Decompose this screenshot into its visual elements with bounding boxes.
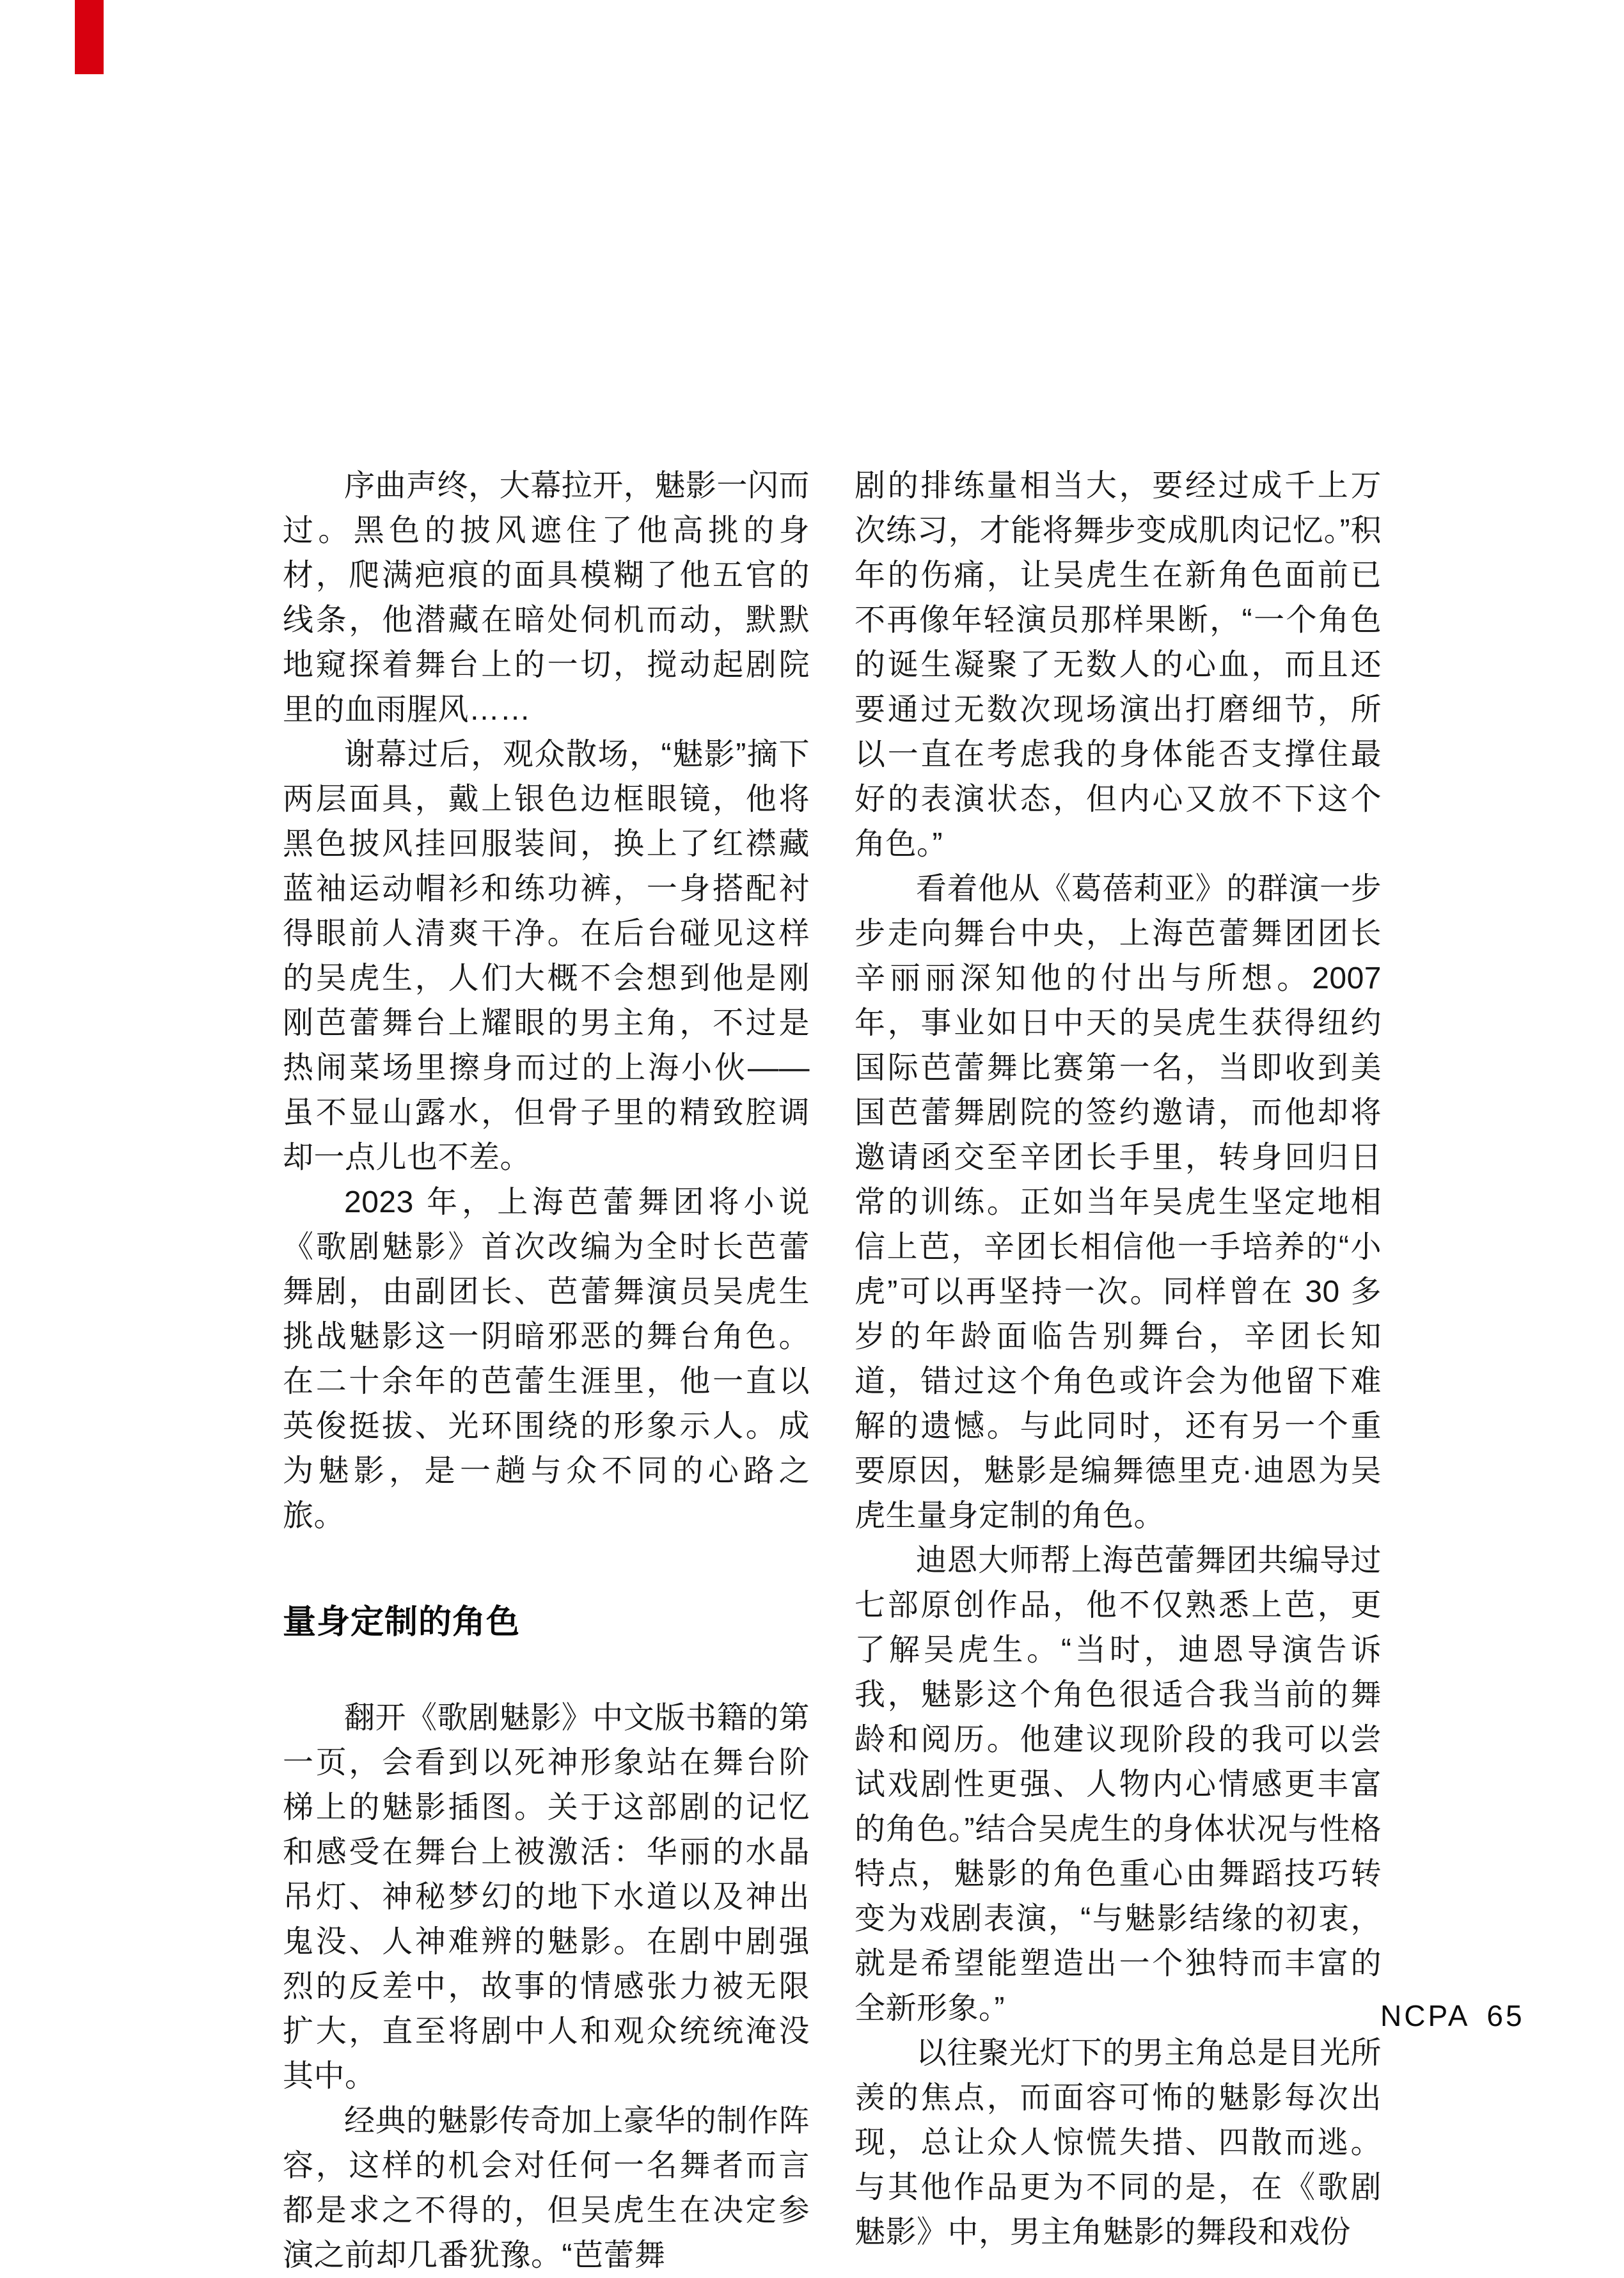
section-heading: 量身定制的角色 xyxy=(283,1604,521,1641)
paragraph: 2023 年，上海芭蕾舞团将小说《歌剧魅影》首次改编为全时长芭蕾舞剧，由副团长、芭蕾舞演员吴虎生挑战魅影这一阴暗邪恶的舞台角色。在二十余年的芭蕾生涯里，他一直以英俊挺拔、光环围绕的形象示人。成为魅影，是一趟与众不同的心路之旅。 xyxy=(283,1185,810,1533)
paragraph: 翻开《歌剧魅影》中文版书籍的第一页，会看到以死神形象站在舞台阶梯上的魅影插图。关于这部剧的记忆和感受在舞台上被激活：华丽的水晶吊灯、神秘梦幻的地下水道以及神出鬼没、人神难辨的魅影。在剧中剧强烈的反差中，故事的情感张力被无限扩大，直至将剧中人和观众统统淹没其中。 xyxy=(283,1701,810,2093)
magazine-name: NCPA xyxy=(1380,1999,1470,2032)
page-marker-tab xyxy=(75,0,104,74)
paragraph: 谢幕过后，观众散场，“魅影”摘下两层面具，戴上银色边框眼镜，他将黑色披风挂回服装间，换上了红襟藏蓝袖运动帽衫和练功裤，一身搭配衬得眼前人清爽干净。在后台碰见这样的吴虎生，人们大概不会想到他是刚刚芭蕾舞台上耀眼的男主角，不过是热闹菜场里擦身而过的上海小伙——虽不显山露水，但骨子里的精致腔调却一点儿也不差。 xyxy=(283,738,810,1175)
article-right-column xyxy=(855,464,1382,2255)
page-footer xyxy=(1380,2000,1525,2032)
paragraph: 序曲声终，大幕拉开，魅影一闪而过。黑色的披风遮住了他高挑的身材，爬满疤痕的面具模糊了他五官的线条，他潜藏在暗处伺机而动，默默地窥探着舞台上的一切，搅动起剧院里的血雨腥风…… xyxy=(283,469,810,727)
paragraph: 以往聚光灯下的男主角总是目光所羡的焦点，而面容可怖的魅影每次出现，总让众人惊慌失措、四散而逃。与其他作品更为不同的是，在《歌剧魅影》中，男主角魅影的舞段和戏份 xyxy=(855,2036,1382,2249)
paragraph: 剧的排练量相当大，要经过成千上万次练习，才能将舞步变成肌肉记忆。”积年的伤痛，让吴虎生在新角色面前已不再像年轻演员那样果断，“一个角色的诞生凝聚了无数人的心血，而且还要通过无数次现场演出打磨细节，所以一直在考虑我的身体能否支撑住最好的表演状态，但内心又放不下这个角色。” xyxy=(855,469,1382,861)
page-number: 65 xyxy=(1486,1999,1525,2032)
paragraph: 看着他从《葛蓓莉亚》的群演一步步走向舞台中央，上海芭蕾舞团团长辛丽丽深知他的付出与所想。2007 年，事业如日中天的吴虎生获得纽约国际芭蕾舞比赛第一名，当即收到美国芭蕾舞剧院的签约邀请，而他却将邀请函交至辛团长手里，转身回归日常的训练。正如当年吴虎生坚定地相信上芭，辛团长相信他一手培养的“小虎”可以再坚持一次。同样曾在 30 多岁的年龄面临告别舞台，辛团长知道，错过这个角色或许会为他留下难解的遗憾。与此同时，还有另一个重要原因，魅影是编舞德里克·迪恩为吴虎生量身定制的角色。 xyxy=(855,872,1382,1533)
paragraph: 经典的魅影传奇加上豪华的制作阵容，这样的机会对任何一名舞者而言都是求之不得的，但吴虎生在决定参演之前却几番犹豫。“芭蕾舞 xyxy=(283,2104,810,2272)
article-left-column xyxy=(283,464,810,2278)
paragraph: 迪恩大师帮上海芭蕾舞团共编导过七部原创作品，他不仅熟悉上芭，更了解吴虎生。“当时，迪恩导演告诉我，魅影这个角色很适合我当前的舞龄和阅历。他建议现阶段的我可以尝试戏剧性更强、人物内心情感更丰富的角色。”结合吴虎生的身体状况与性格特点，魅影的角色重心由舞蹈技巧转变为戏剧表演，“与魅影结缘的初衷，就是希望能塑造出一个独特而丰富的全新形象。” xyxy=(855,1544,1382,2025)
